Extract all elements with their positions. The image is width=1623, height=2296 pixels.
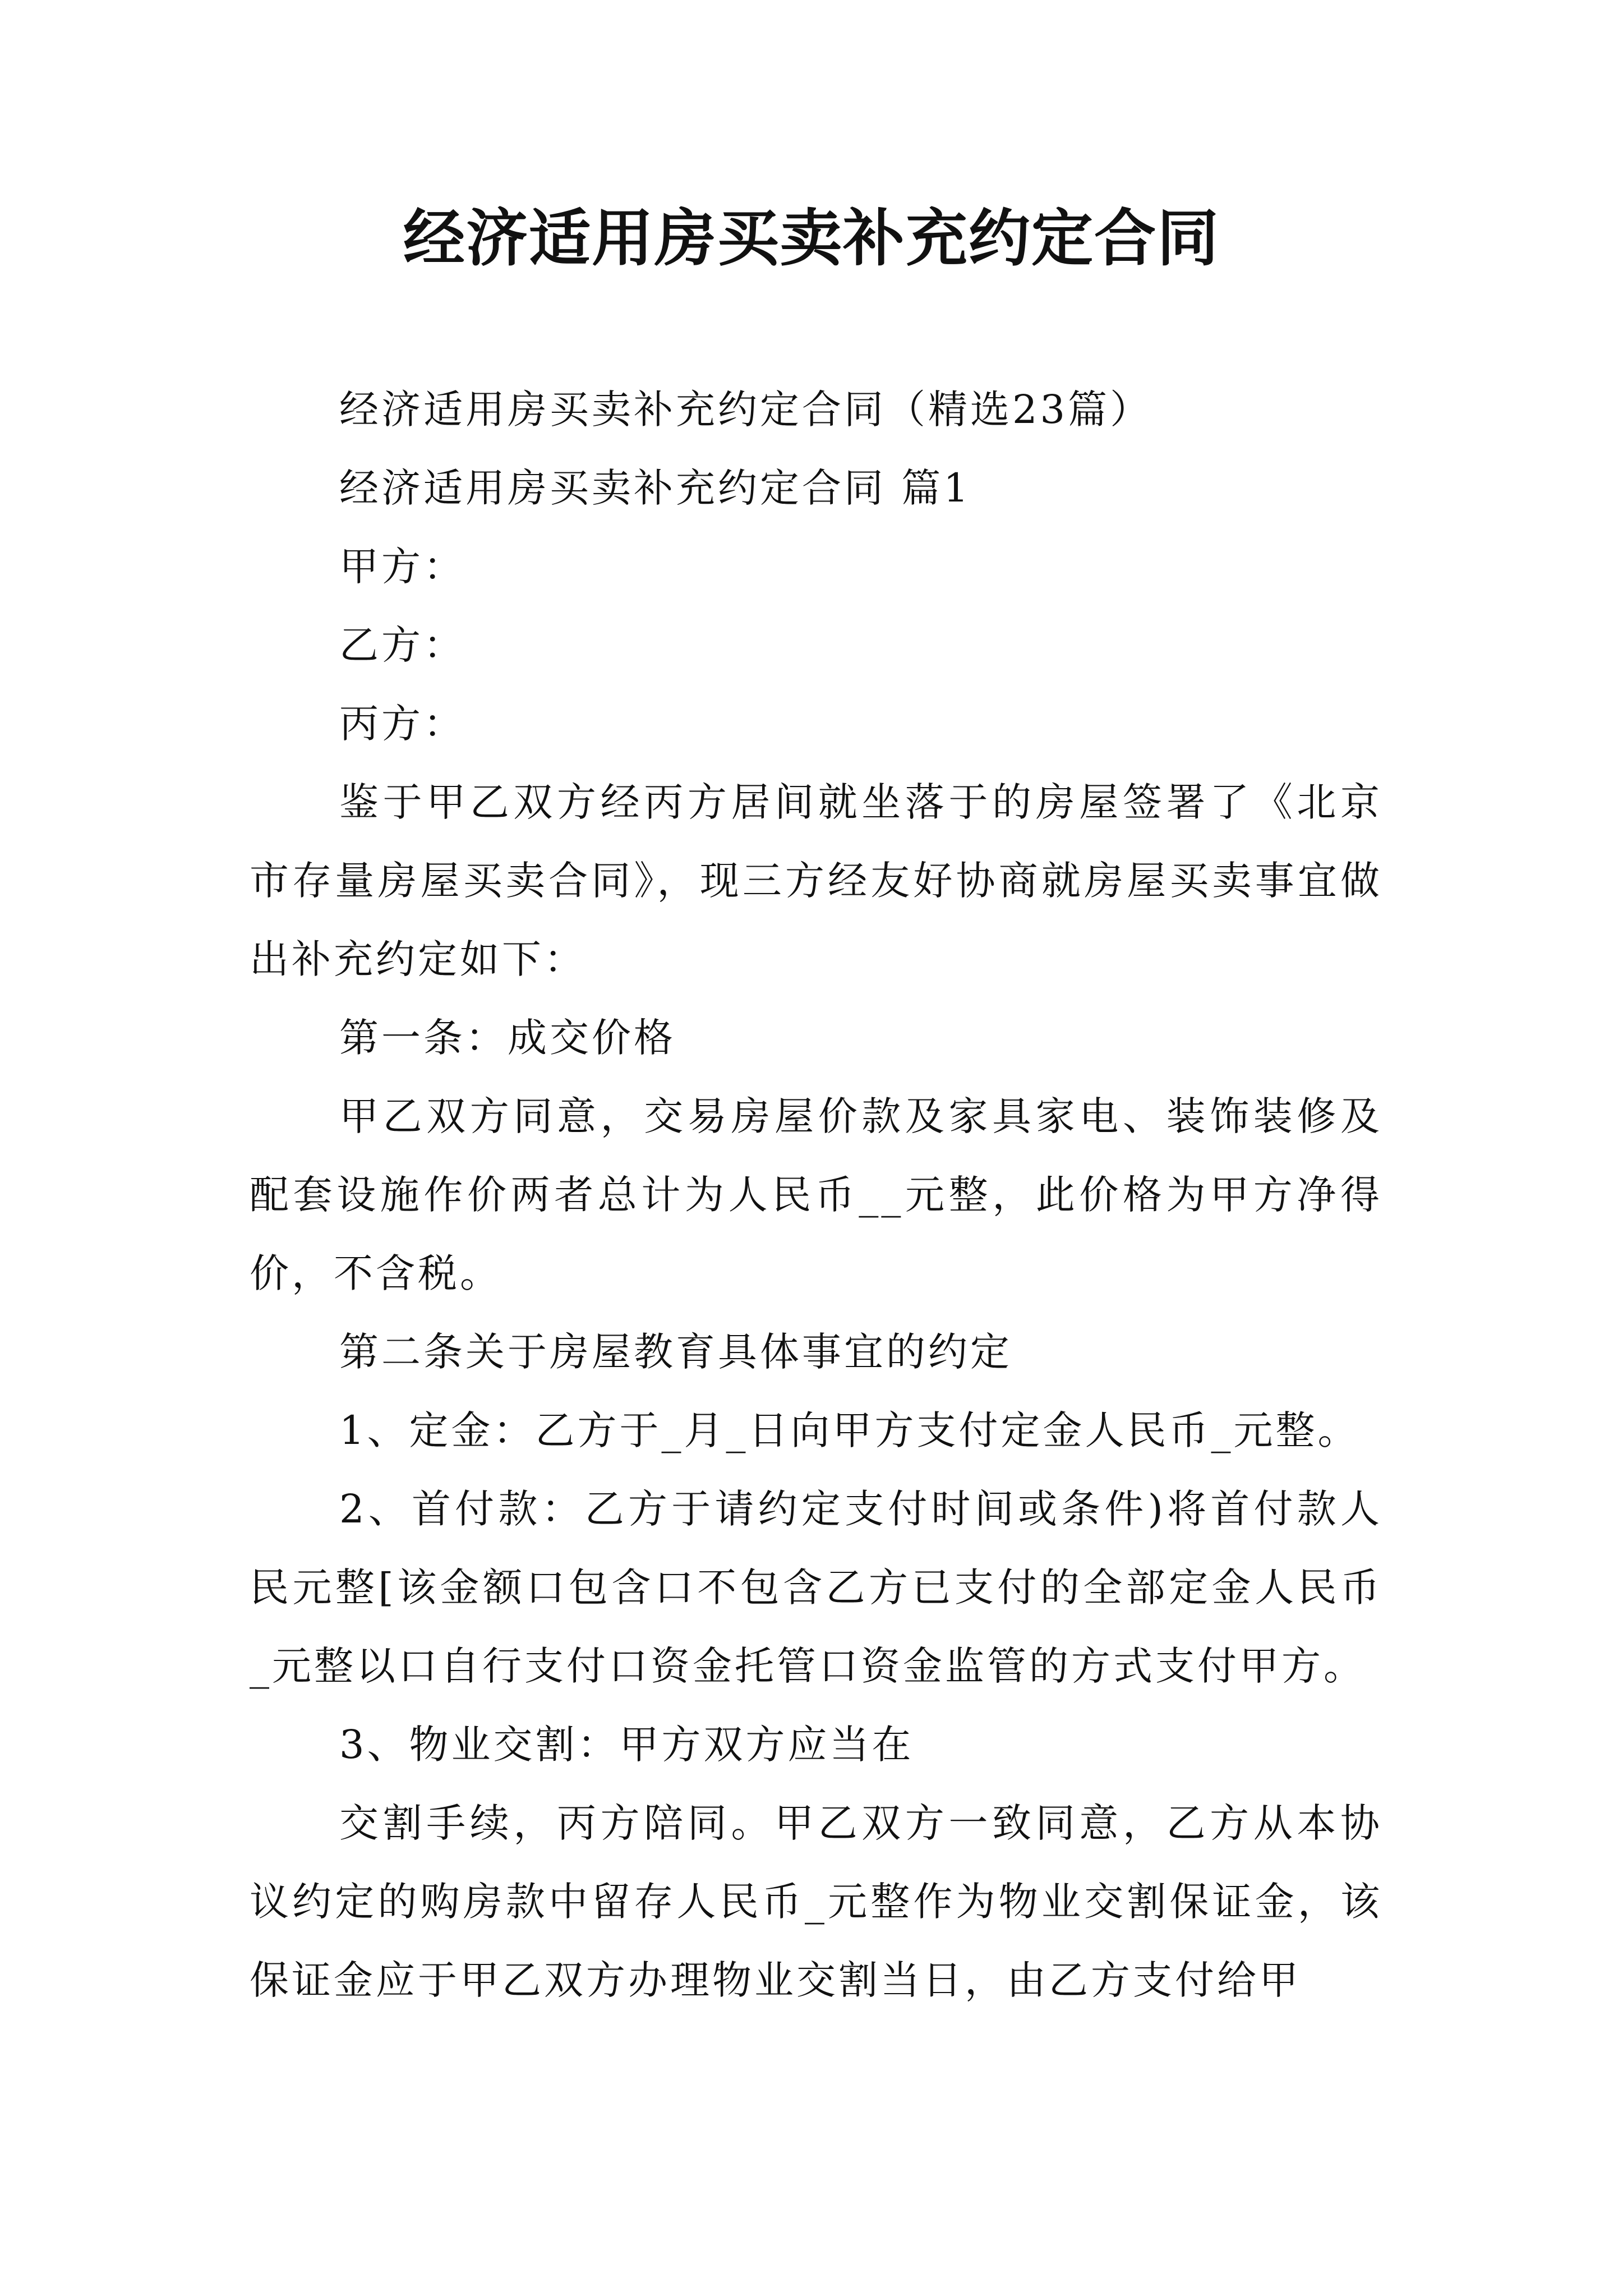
handover-paragraph: 交割手续，丙方陪同。甲乙双方一致同意，乙方从本协议约定的购房款中留存人民币_元整作为物业交割保证金，该保证金应于甲乙双方办理物业交割当日，由乙方支付给甲 xyxy=(250,1800,1382,2003)
subtitle-paragraph: 经济适用房买卖补充约定合同（精选23篇） xyxy=(339,386,1152,432)
party-c-line: 丙方： xyxy=(339,701,465,747)
article-2-heading: 第二条关于房屋教育具体事宜的约定 xyxy=(339,1329,1012,1375)
article-1-paragraph: 甲乙双方同意，交易房屋价款及家具家电、装饰装修及配套设施作价两者总计为人民币__元整，此价格为甲方净得价，不含税。 xyxy=(250,1093,1382,1296)
clause-2-paragraph: 2、首付款：乙方于请约定支付时间或条件)将首付款人民元整[该金额口包含口不包含乙方已支付的全部定金人民币_元整以口自行支付口资金托管口资金监管的方式支付甲方。 xyxy=(250,1486,1382,1689)
party-b-line: 乙方： xyxy=(339,622,465,668)
section-heading: 经济适用房买卖补充约定合同 篇1 xyxy=(339,465,971,511)
document-body xyxy=(250,370,1382,2019)
clause-3-paragraph: 3、物业交割：甲方双方应当在 xyxy=(339,1722,914,1768)
party-a-line: 甲方： xyxy=(339,544,465,590)
article-1-heading: 第一条：成交价格 xyxy=(339,1015,676,1061)
clause-1-paragraph: 1、定金：乙方于_月_日向甲方支付定金人民币_元整。 xyxy=(339,1407,1360,1453)
preamble-paragraph: 鉴于甲乙双方经丙方居间就坐落于的房屋签署了《北京市存量房屋买卖合同》，现三方经友好协商就房屋买卖事宜做出补充约定如下： xyxy=(250,779,1382,982)
document-title: 经济适用房买卖补充约定合同 xyxy=(403,203,1220,274)
